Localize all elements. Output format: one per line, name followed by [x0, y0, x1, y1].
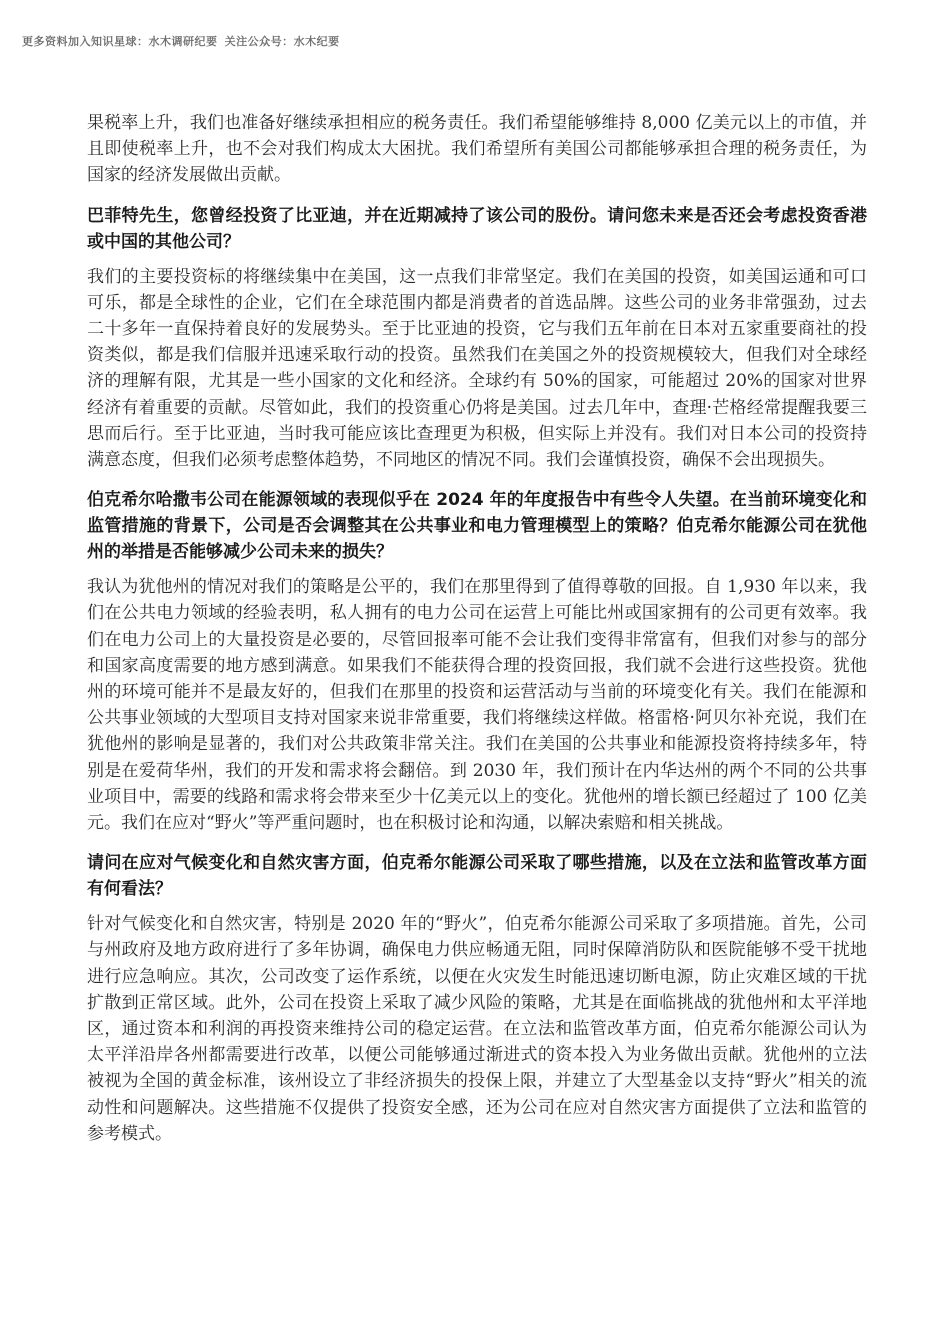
paragraph: 我认为犹他州的情况对我们的策略是公平的，我们在那里得到了值得尊敬的回报。自 1,930 年以来，我们在公共电力领域的经验表明，私人拥有的电力公司在运营上可能比州或国家拥有的公司更有效率。我们在电力公司上的大量投资是必要的，尽管回报率可能不会让我们变得非常富有，但我们对参与的部分和国家高度需要的地方感到满意。如果我们不能获得合理的投资回报，我们就不会进行这些投资。犹他州的环境可能并不是最友好的，但我们在那里的投资和运营活动与当前的环境变化有关。我们在能源和公共事业领域的大型项目支持对国家来说非常重要，我们将继续这样做。格雷格·阿贝尔补充说，我们在犹他州的影响是显著的，我们对公共政策非常关注。我们在美国的公共事业和能源投资将持续多年，特别是在爱荷华州，我们的开发和需求将会翻倍。到 2030 年，我们预计在内华达州的两个不同的公共事业项目中，需要的线路和需求将会带来至少十亿美元以上的变化。犹他州的增长额已经超过了 100 亿美元。我们在应对“野火”等严重问题时，也在积极讨论和沟通，以解决索赔和相关挑战。: [87, 577, 867, 834]
question-heading: 巴菲特先生，您曾经投资了比亚迪，并在近期减持了该公司的股份。请问您未来是否还会考虑投资香港或中国的其他公司？: [87, 205, 867, 252]
paragraph: 果税率上升，我们也准备好继续承担相应的税务责任。我们希望能够维持 8,000 亿美元以上的市值，并且即使税率上升，也不会对我们构成太大困扰。我们希望所有美国公司都能够承担合理的税务责任，为国家的经济发展做出贡献。: [87, 113, 867, 186]
question-heading: 请问在应对气候变化和自然灾害方面，伯克希尔能源公司采取了哪些措施，以及在立法和监管改革方面有何看法？: [87, 853, 867, 900]
header-note: 更多资料加入知识星球：水木调研纪要 关注公众号：水木纪要: [22, 35, 340, 48]
paragraph: 针对气候变化和自然灾害，特别是 2020 年的“野火”，伯克希尔能源公司采取了多项措施。首先，公司与州政府及地方政府进行了多年协调，确保电力供应畅通无阻，同时保障消防队和医院能够不受干扰地进行应急响应。其次，公司改变了运作系统，以便在火灾发生时能迅速切断电源，防止灾难区域的干扰扩散到正常区域。此外，公司在投资上采取了减少风险的策略，尤其是在面临挑战的犹他州和太平洋地区，通过资本和利润的再投资来维持公司的稳定运营。在立法和监管改革方面，伯克希尔能源公司认为太平洋沿岸各州都需要进行改革，以便公司能够通过渐进式的资本投入为业务做出贡献。犹他州的立法被视为全国的黄金标准，该州设立了非经济损失的投保上限，并建立了大型基金以支持“野火”相关的流动性和问题解决。这些措施不仅提供了投资安全感，还为公司在应对自然灾害方面提供了立法和监管的参考模式。: [87, 914, 867, 1144]
document-body: [87, 110, 867, 1147]
paragraph: 我们的主要投资标的将继续集中在美国，这一点我们非常坚定。我们在美国的投资，如美国运通和可口可乐，都是全球性的企业，它们在全球范围内都是消费者的首选品牌。这些公司的业务非常强劲，过去二十多年一直保持着良好的发展势头。至于比亚迪的投资，它与我们五年前在日本对五家重要商社的投资类似，都是我们信服并迅速采取行动的投资。虽然我们在美国之外的投资规模较大，但我们对全球经济的理解有限，尤其是一些小国家的文化和经济。全球约有 50%的国家，可能超过 20%的国家对世界经济有着重要的贡献。尽管如此，我们的投资重心仍将是美国。过去几年中，查理·芒格经常提醒我要三思而后行。至于比亚迪，当时我可能应该比查理更为积极，但实际上并没有。我们对日本公司的投资持满意态度，但我们必须考虑整体趋势，不同地区的情况不同。我们会谨慎投资，确保不会出现损失。: [87, 266, 867, 471]
question-heading: 伯克希尔哈撒韦公司在能源领域的表现似乎在 2024 年的年度报告中有些令人失望。在当前环境变化和监管措施的背景下，公司是否会调整其在公共事业和电力管理模型上的策略？伯克希尔能源公司在犹他州的举措是否能够减少公司未来的损失？: [87, 490, 867, 563]
